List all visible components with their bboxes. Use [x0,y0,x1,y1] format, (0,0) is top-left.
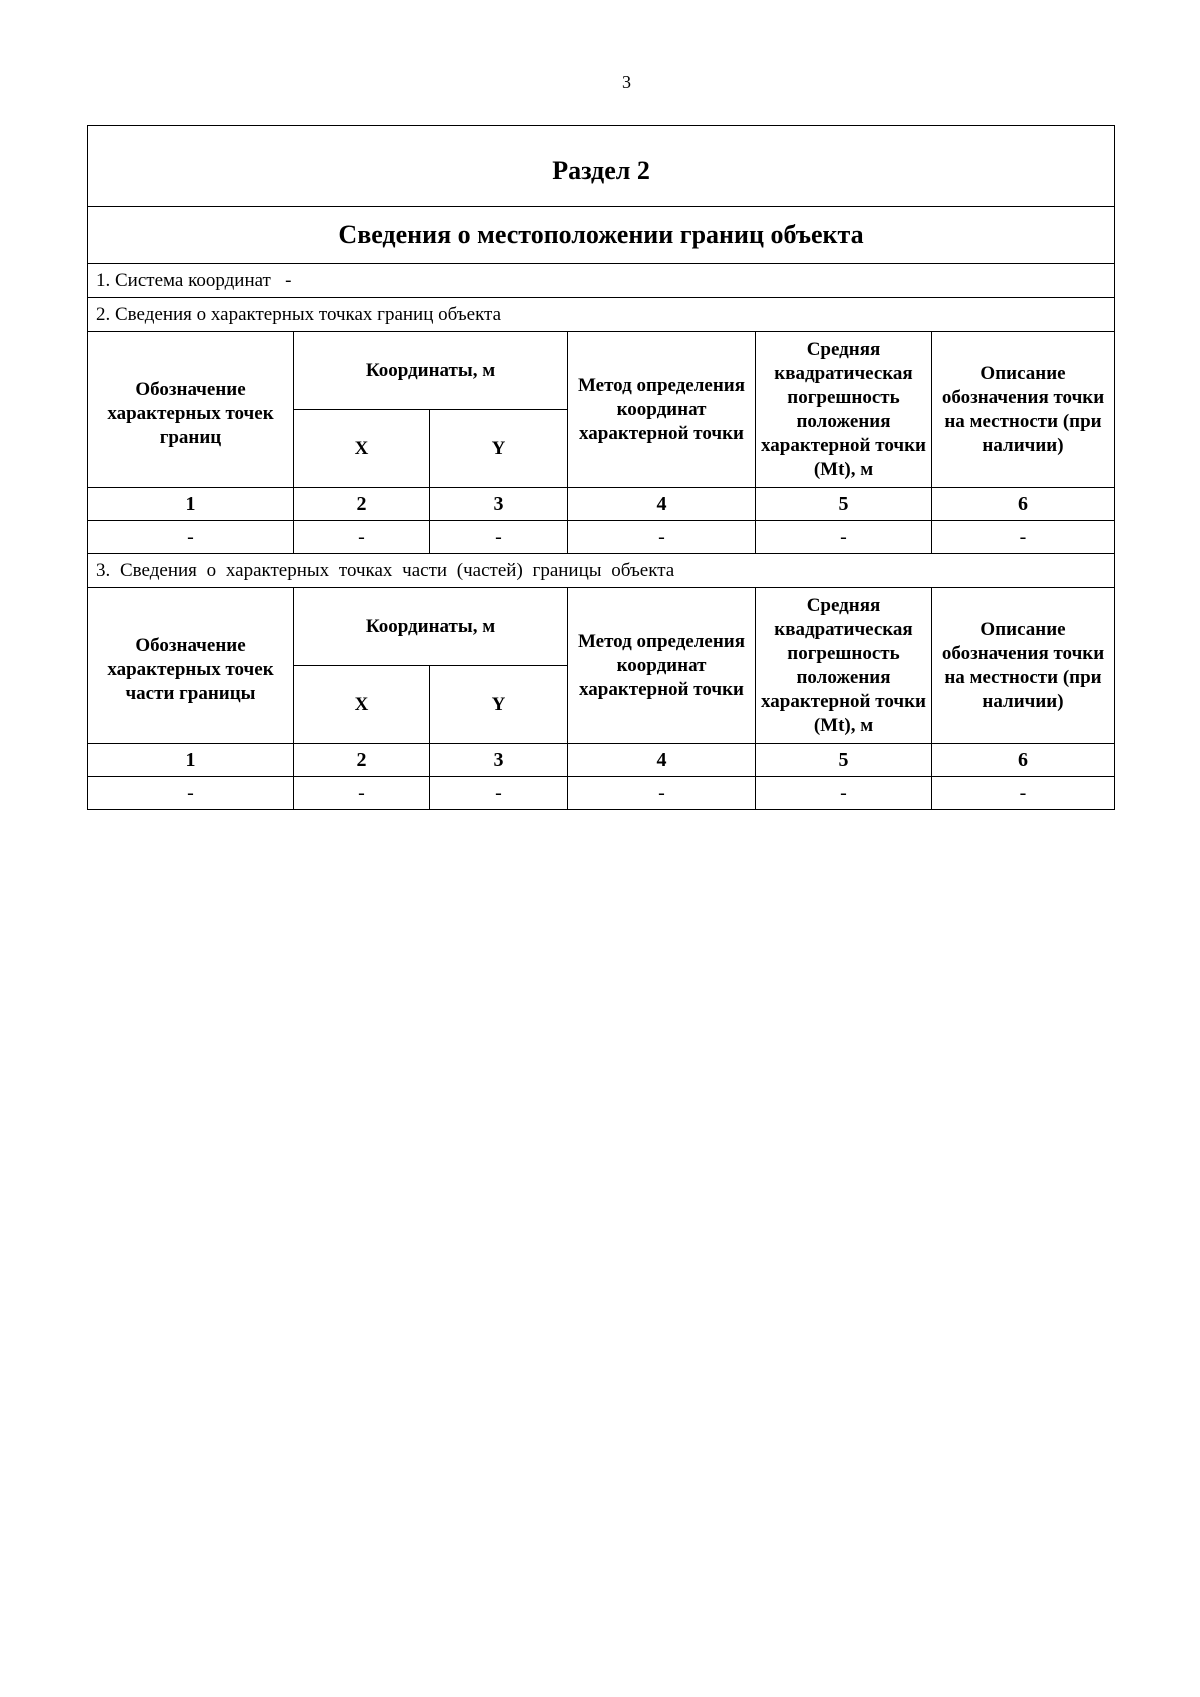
table1-caption: 2. Сведения о характерных точках границ объекта [88,298,1115,332]
table2-header-y: Y [430,666,568,744]
table1-header-designation: Обозначение характерных точек границ [88,332,294,488]
table1-cell: - [430,521,568,554]
table1-column-number: 5 [756,488,932,521]
table1-column-number: 6 [932,488,1115,521]
table2-header-description: Описание обозначения точки на местности (при наличии) [932,588,1115,744]
table2-cell: - [430,777,568,810]
section-subtitle: Сведения о местоположении границ объекта [88,207,1115,264]
coordinate-system-row [88,264,1115,298]
table2-caption-row [88,554,1115,588]
table2-column-numbers-row [88,744,1115,777]
table-row [88,521,1115,554]
table1-cell: - [88,521,294,554]
table2-cell: - [568,777,756,810]
table2-column-number: 3 [430,744,568,777]
table1-header-error: Средняя квадратическая погрешность положения характерной точки (Mt), м [756,332,932,488]
table1-column-number: 3 [430,488,568,521]
table1-header-coordinates: Координаты, м [294,332,568,410]
table1-header-row [88,332,1115,410]
table1-column-number: 2 [294,488,430,521]
table1-cell: - [568,521,756,554]
table2-cell: - [932,777,1115,810]
table2-column-number: 6 [932,744,1115,777]
table1-header-x: X [294,410,430,488]
table1-cell: - [294,521,430,554]
table2-header-coordinates: Координаты, м [294,588,568,666]
table2-caption: 3. Сведения о характерных точках части (частей) границы объекта [88,554,1115,588]
table1-cell: - [932,521,1115,554]
coordinate-system-label: 1. Система координат - [88,264,1115,298]
table2-header-x: X [294,666,430,744]
table2-cell: - [294,777,430,810]
table2-cell: - [88,777,294,810]
table2-header-row [88,588,1115,666]
table2-header-method: Метод определения координат характерной точки [568,588,756,744]
table1-column-number: 1 [88,488,294,521]
table-row [88,777,1115,810]
section-title: Раздел 2 [88,126,1115,207]
table2-column-number: 4 [568,744,756,777]
table1-header-description: Описание обозначения точки на местности (при наличии) [932,332,1115,488]
table1-caption-row [88,298,1115,332]
table1-header-method: Метод определения координат характерной точки [568,332,756,488]
table2-cell: - [756,777,932,810]
table2-column-number: 2 [294,744,430,777]
table1-header-y: Y [430,410,568,488]
table1-column-number: 4 [568,488,756,521]
section-subtitle-row [88,207,1115,264]
table2-column-number: 5 [756,744,932,777]
page-number: 3 [622,72,631,92]
section-title-row [88,126,1115,207]
table2-header-error: Средняя квадратическая погрешность положения характерной точки (Mt), м [756,588,932,744]
table1-column-numbers-row [88,488,1115,521]
table2-header-designation: Обозначение характерных точек части границы [88,588,294,744]
table1-cell: - [756,521,932,554]
boundary-table [87,125,1115,810]
table2-column-number: 1 [88,744,294,777]
